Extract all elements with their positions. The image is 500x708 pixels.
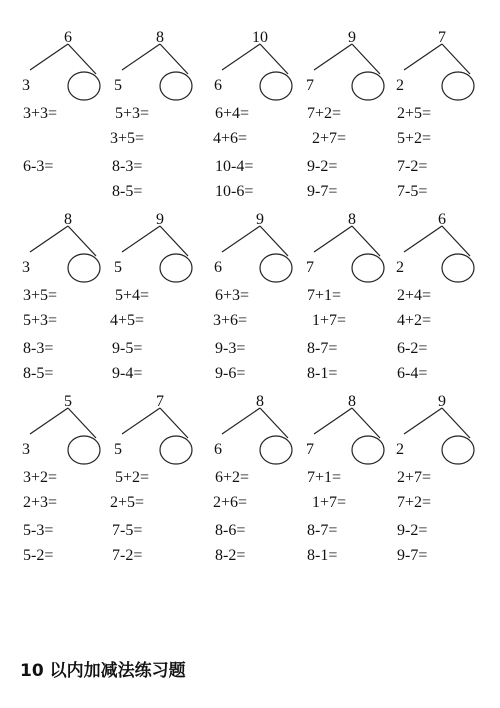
- equation-problem: 9-5=: [112, 340, 143, 357]
- known-part-number: 5: [114, 441, 122, 458]
- known-part-number: 6: [214, 77, 222, 94]
- number-bond-block: [302, 392, 402, 582]
- total-number: 7: [438, 29, 446, 46]
- equation-problem: 6-4=: [397, 365, 428, 382]
- bond-line-right: [352, 408, 380, 438]
- bond-line-left: [314, 408, 352, 434]
- number-bond-block: [110, 28, 210, 218]
- equation-problem: 8-5=: [112, 183, 143, 200]
- known-part-number: 7: [306, 441, 314, 458]
- equation-problem: 8-3=: [112, 158, 143, 175]
- bond-line-left: [222, 408, 260, 434]
- number-bond-block: [110, 210, 210, 400]
- equation-problem: 5-3=: [23, 522, 54, 539]
- bond-line-right: [260, 44, 288, 74]
- bond-line-left: [122, 44, 160, 70]
- bond-line-right: [68, 408, 96, 438]
- equation-problem: 9-3=: [215, 340, 246, 357]
- equation-problem: 7-2=: [397, 158, 428, 175]
- known-part-number: 2: [396, 441, 404, 458]
- answer-circle[interactable]: [442, 72, 474, 100]
- bond-line-right: [442, 44, 470, 74]
- bond-line-right: [68, 226, 96, 256]
- bond-line-left: [404, 408, 442, 434]
- equation-problem: 6-3=: [23, 158, 54, 175]
- total-number: 8: [348, 393, 356, 410]
- bond-line-right: [68, 44, 96, 74]
- total-number: 6: [64, 29, 72, 46]
- equation-problem: 2+4=: [397, 287, 432, 304]
- known-part-number: 3: [22, 77, 30, 94]
- answer-circle[interactable]: [68, 436, 100, 464]
- bond-line-left: [30, 408, 68, 434]
- equation-problem: 7-5=: [112, 522, 143, 539]
- equation-problem: 9-4=: [112, 365, 143, 382]
- equation-problem: 1+7=: [312, 494, 347, 511]
- equation-problem: 7-2=: [112, 547, 143, 564]
- answer-circle[interactable]: [160, 254, 192, 282]
- bond-line-left: [122, 408, 160, 434]
- equation-problem: 9-2=: [307, 158, 338, 175]
- total-number: 6: [438, 211, 446, 228]
- bond-line-right: [352, 226, 380, 256]
- equation-problem: 9-6=: [215, 365, 246, 382]
- equation-problem: 10-6=: [215, 183, 254, 200]
- equation-problem: 9-2=: [397, 522, 428, 539]
- bond-line-left: [222, 226, 260, 252]
- equation-problem: 3+5=: [23, 287, 58, 304]
- bond-line-left: [30, 226, 68, 252]
- equation-problem: 2+6=: [213, 494, 248, 511]
- known-part-number: 6: [214, 441, 222, 458]
- total-number: 9: [156, 211, 164, 228]
- number-bond-block: [18, 28, 118, 218]
- answer-circle[interactable]: [260, 254, 292, 282]
- equation-problem: 7-5=: [397, 183, 428, 200]
- number-bond-block: [210, 392, 310, 582]
- equation-problem: 8-7=: [307, 340, 338, 357]
- total-number: 8: [348, 211, 356, 228]
- bond-line-left: [122, 226, 160, 252]
- known-part-number: 6: [214, 259, 222, 276]
- equation-problem: 9-7=: [397, 547, 428, 564]
- equation-problem: 7+2=: [307, 105, 342, 122]
- total-number: 5: [64, 393, 72, 410]
- number-bond-block: [302, 210, 402, 400]
- answer-circle[interactable]: [352, 436, 384, 464]
- equation-problem: 3+3=: [23, 105, 58, 122]
- answer-circle[interactable]: [68, 72, 100, 100]
- equation-problem: 2+5=: [110, 494, 145, 511]
- total-number: 9: [348, 29, 356, 46]
- answer-circle[interactable]: [68, 254, 100, 282]
- equation-problem: 5+2=: [397, 130, 432, 147]
- equation-problem: 8-5=: [23, 365, 54, 382]
- known-part-number: 3: [22, 441, 30, 458]
- equation-problem: 5+2=: [115, 469, 150, 486]
- equation-problem: 2+3=: [23, 494, 58, 511]
- equation-problem: 2+7=: [312, 130, 347, 147]
- equation-problem: 5+3=: [23, 312, 58, 329]
- equation-problem: 1+7=: [312, 312, 347, 329]
- equation-problem: 2+5=: [397, 105, 432, 122]
- equation-problem: 3+2=: [23, 469, 58, 486]
- bond-line-right: [352, 44, 380, 74]
- answer-circle[interactable]: [260, 72, 292, 100]
- bond-line-right: [442, 226, 470, 256]
- equation-problem: 8-1=: [307, 365, 338, 382]
- known-part-number: 5: [114, 259, 122, 276]
- number-bond-block: [110, 392, 210, 582]
- total-number: 10: [252, 29, 268, 46]
- equation-problem: 9-7=: [307, 183, 338, 200]
- equation-problem: 5-2=: [23, 547, 54, 564]
- equation-problem: 3+5=: [110, 130, 145, 147]
- answer-circle[interactable]: [352, 254, 384, 282]
- bond-line-right: [160, 408, 188, 438]
- equation-problem: 7+2=: [397, 494, 432, 511]
- known-part-number: 3: [22, 259, 30, 276]
- total-number: 8: [256, 393, 264, 410]
- equation-problem: 6+3=: [215, 287, 250, 304]
- bond-line-left: [30, 44, 68, 70]
- equation-problem: 6-2=: [397, 340, 428, 357]
- equation-problem: 8-2=: [215, 547, 246, 564]
- equation-problem: 6+2=: [215, 469, 250, 486]
- bond-line-right: [160, 226, 188, 256]
- answer-circle[interactable]: [160, 72, 192, 100]
- number-bond-block: [18, 210, 118, 400]
- equation-problem: 10-4=: [215, 158, 254, 175]
- equation-problem: 3+6=: [213, 312, 248, 329]
- equation-problem: 2+7=: [397, 469, 432, 486]
- equation-problem: 4+6=: [213, 130, 248, 147]
- equation-problem: 4+2=: [397, 312, 432, 329]
- answer-circle[interactable]: [160, 436, 192, 464]
- known-part-number: 5: [114, 77, 122, 94]
- known-part-number: 2: [396, 259, 404, 276]
- number-bond-block: [302, 28, 402, 218]
- answer-circle[interactable]: [352, 72, 384, 100]
- answer-circle[interactable]: [442, 436, 474, 464]
- equation-problem: 8-7=: [307, 522, 338, 539]
- answer-circle[interactable]: [442, 254, 474, 282]
- equation-problem: 8-1=: [307, 547, 338, 564]
- equation-problem: 7+1=: [307, 469, 342, 486]
- known-part-number: 7: [306, 77, 314, 94]
- number-bond-block: [210, 210, 310, 400]
- bond-line-left: [404, 44, 442, 70]
- equation-problem: 5+4=: [115, 287, 150, 304]
- number-bond-block: [210, 28, 310, 218]
- equation-problem: 4+5=: [110, 312, 145, 329]
- total-number: 8: [156, 29, 164, 46]
- total-number: 8: [64, 211, 72, 228]
- equation-problem: 8-3=: [23, 340, 54, 357]
- bond-line-left: [314, 44, 352, 70]
- bond-line-right: [160, 44, 188, 74]
- equation-problem: 6+4=: [215, 105, 250, 122]
- answer-circle[interactable]: [260, 436, 292, 464]
- worksheet-title: 10 以内加减法练习题: [20, 661, 186, 681]
- equation-problem: 5+3=: [115, 105, 150, 122]
- equation-problem: 7+1=: [307, 287, 342, 304]
- bond-line-left: [404, 226, 442, 252]
- total-number: 9: [256, 211, 264, 228]
- number-bond-block: [392, 28, 492, 218]
- bond-line-right: [260, 408, 288, 438]
- number-bond-block: [18, 392, 118, 582]
- known-part-number: 7: [306, 259, 314, 276]
- number-bond-block: [392, 210, 492, 400]
- bond-line-left: [314, 226, 352, 252]
- bond-line-left: [222, 44, 260, 70]
- total-number: 7: [156, 393, 164, 410]
- number-bond-block: [392, 392, 492, 582]
- bond-line-right: [260, 226, 288, 256]
- known-part-number: 2: [396, 77, 404, 94]
- bond-line-right: [442, 408, 470, 438]
- total-number: 9: [438, 393, 446, 410]
- equation-problem: 8-6=: [215, 522, 246, 539]
